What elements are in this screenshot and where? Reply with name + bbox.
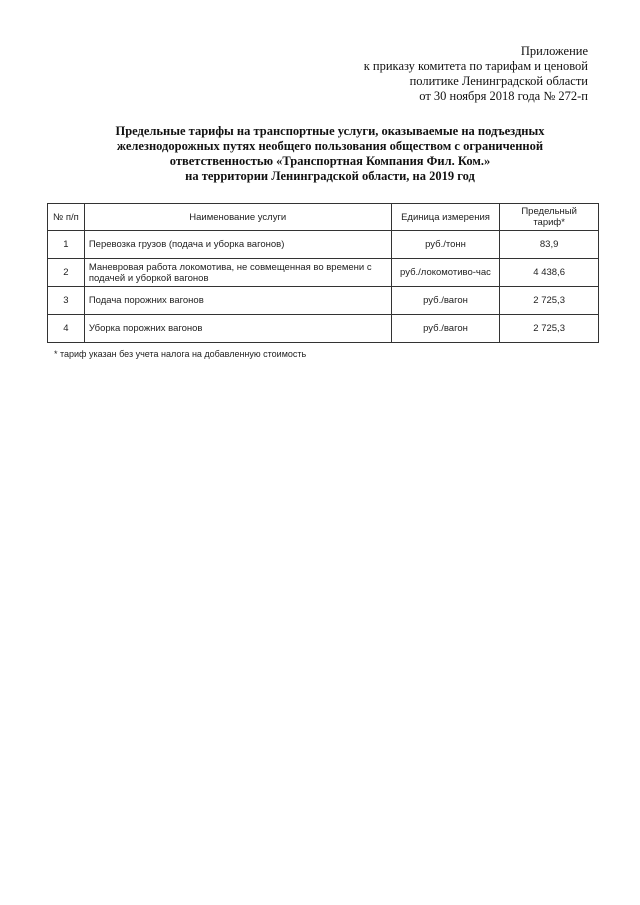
- row-num: 3: [48, 287, 85, 315]
- row-num: 2: [48, 259, 85, 287]
- vat-footnote: * тариф указан без учета налога на добавленную стоимость: [54, 349, 307, 359]
- title-line-2: железнодорожных путях необщего пользования обществом с ограниченной: [116, 139, 544, 153]
- header-unit: Единица измерения: [391, 204, 500, 231]
- row-unit: руб./локомотиво-час: [391, 259, 500, 287]
- row-unit: руб./вагон: [391, 315, 500, 343]
- table-header-row: [48, 204, 599, 231]
- row-tariff: 4 438,6: [500, 259, 599, 287]
- table-row: [48, 259, 599, 287]
- row-service-name: Маневровая работа локомотива, не совмещенная во времени с подачей и уборкой вагонов: [84, 259, 391, 287]
- row-num: 4: [48, 315, 85, 343]
- row-service-name: Уборка порожних вагонов: [84, 315, 391, 343]
- table-row: [48, 315, 599, 343]
- title-line-1: Предельные тарифы на транспортные услуги, оказываемые на подъездных: [115, 124, 545, 138]
- header-name: Наименование услуги: [84, 204, 391, 231]
- tariffs-table: [47, 203, 599, 343]
- row-tariff: 2 725,3: [500, 287, 599, 315]
- row-service-name: Подача порожних вагонов: [84, 287, 391, 315]
- row-unit: руб./тонн: [391, 231, 500, 259]
- row-unit: руб./вагон: [391, 287, 500, 315]
- row-tariff: 83,9: [500, 231, 599, 259]
- appendix-committee-line: политике Ленинградской области: [409, 74, 588, 88]
- appendix-date-line: от 30 ноября 2018 года № 272-п: [419, 89, 588, 103]
- table-row: [48, 231, 599, 259]
- header-tariff: Предельный тариф*: [500, 204, 599, 231]
- title-line-3: ответственностью «Транспортная Компания Фил. Ком.»: [169, 154, 491, 168]
- table-row: [48, 287, 599, 315]
- row-num: 1: [48, 231, 85, 259]
- appendix-label: Приложение: [520, 44, 588, 58]
- row-tariff: 2 725,3: [500, 315, 599, 343]
- header-num: № п/п: [48, 204, 85, 231]
- row-service-name: Перевозка грузов (подача и уборка вагонов): [84, 231, 391, 259]
- appendix-header: [288, 44, 588, 104]
- title-line-4: на территории Ленинградской области, на 2019 год: [185, 169, 475, 183]
- appendix-order-line: к приказу комитета по тарифам и ценовой: [363, 59, 588, 73]
- document-title: [90, 124, 570, 184]
